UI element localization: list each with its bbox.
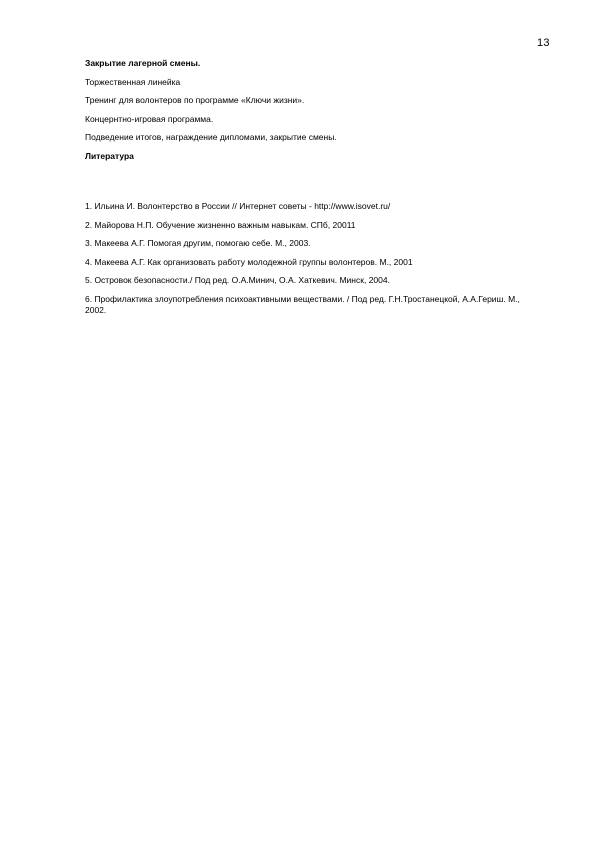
reference-item: 3. Макеева А.Г. Помогая другим, помогаю себе. М., 2003. — [85, 238, 311, 248]
reference-item: 5. Островок безопасности./ Под ред. О.А.Минич, О.А. Хаткевич. Минск, 2004. — [85, 275, 390, 285]
section-heading: Закрытие лагерной смены. — [85, 58, 201, 68]
reference-item: 2. Майорова Н.П. Обучение жизненно важным навыкам. СПб, 20011 — [85, 219, 356, 230]
reference-item: 1. Ильина И. Волонтерство в России // Интернет советы - http://www.isovet.ru/ — [85, 201, 391, 211]
spacer — [85, 169, 525, 201]
section-item: Подведение итогов, награждение дипломами, закрытие смены. — [85, 132, 337, 142]
page-number: 13 — [537, 37, 550, 49]
section-item: Тренинг для волонтеров по программе «Ключи жизни». — [85, 95, 305, 105]
section-item: Торжественная линейка — [85, 76, 181, 87]
reference-item: 6. Профилактика злоупотребления психоактивными веществами. / Под ред. Г.Н.Тростанецкой, А.А.Гериш. М., 2002. — [85, 293, 520, 315]
page-content — [85, 58, 525, 323]
reference-item: 4. Макеева А.Г. Как организовать работу молодежной группы волонтеров. М., 2001 — [85, 256, 413, 267]
section-item: Концернтно-игровая программа. — [85, 113, 214, 124]
literature-heading: Литература — [85, 150, 134, 161]
